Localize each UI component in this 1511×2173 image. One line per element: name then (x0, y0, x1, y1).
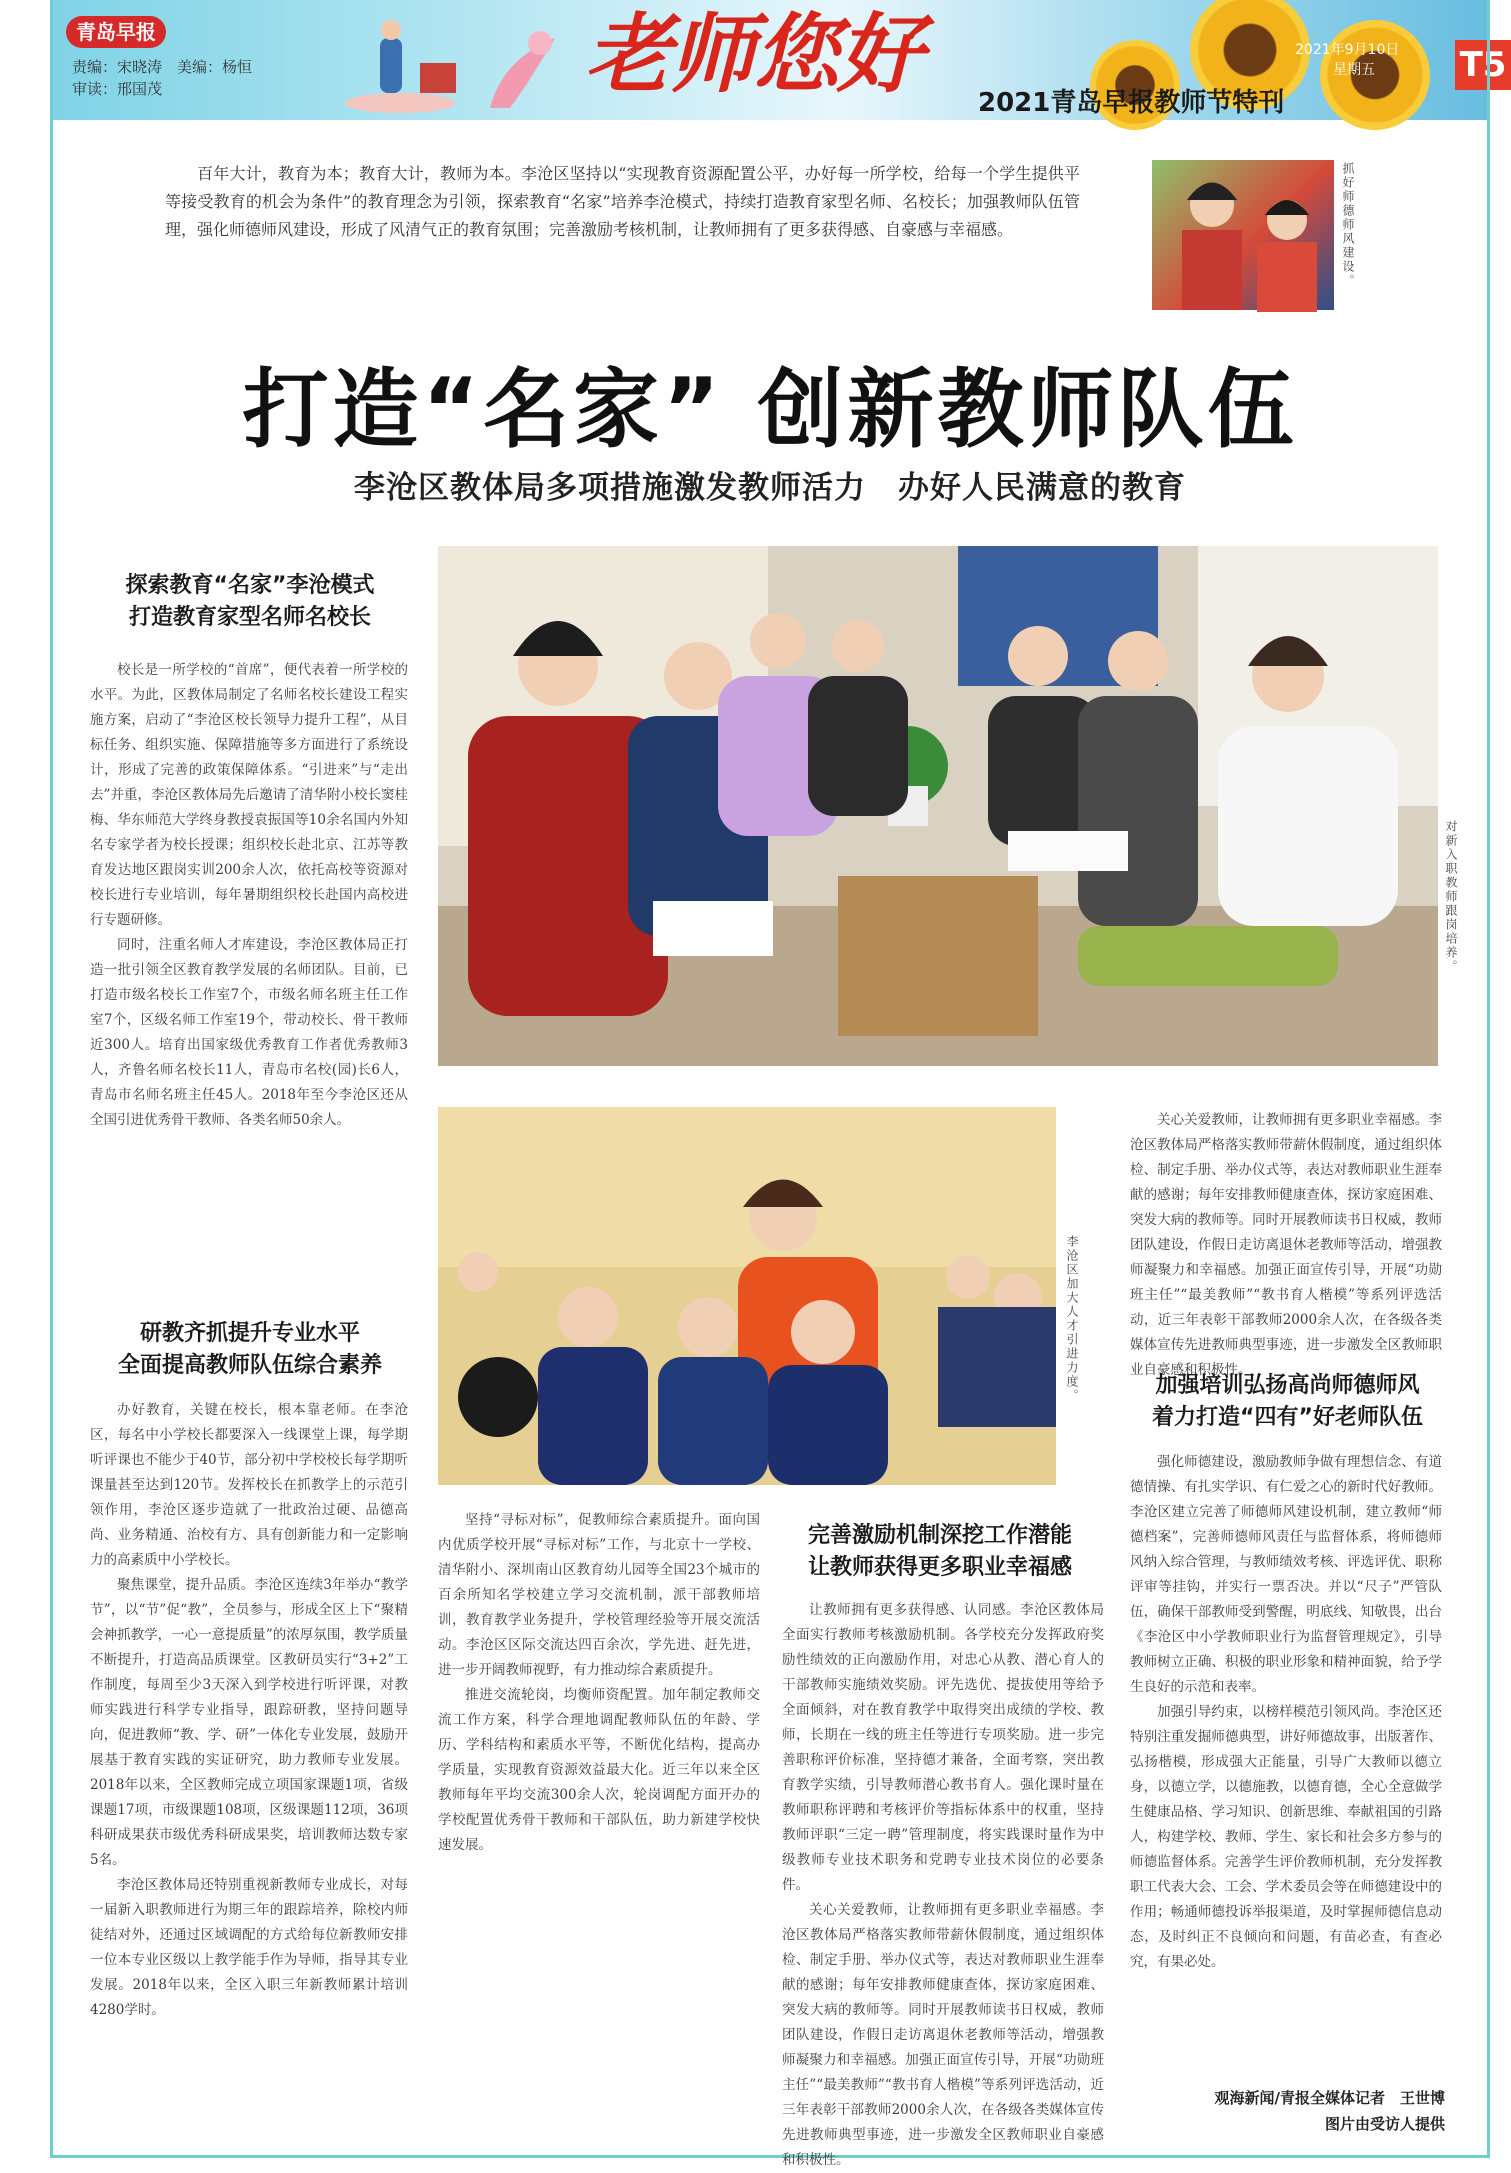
section-title-line: 研教齐抓提升专业水平 (139, 1321, 360, 1346)
section-title-4 (1120, 1370, 1455, 1434)
intro-paragraph: 百年大计，教育为本；教育大计，教师为本。李沧区坚持以“实现教育资源配置公平，办好每一所学校，给每一个学生提供平等接受教育的机会为条件”的教育理念为引领，探索教育“名家”培养李沧模式，持续打造教育家型名师、名校长；加强教师队伍管理，强化师德师风建设，形成了风清气正的教育氛围；完善激励考核机制，让教师拥有了更多获得感、自豪感与幸福感。 (165, 164, 1080, 239)
section-3-continued (1130, 1108, 1442, 1378)
section-title-line: 探索教育“名家”李沧模式 (125, 573, 375, 598)
section-1-body (90, 658, 408, 1133)
photo-teacher-meeting (438, 546, 1438, 1066)
paragraph: 聚焦课堂，提升品质。李沧区连续3年举办“教学节”，以“节”促“教”，全员参与，形成全区上下“聚精会神抓教学，一心一意提质量”的浓厚氛围，教学质量不断提升，打造高品质课堂。区教研员实行“3+2”工作制度，每周至少3天深入到学校进行听评课，对教师实践进行科学专业指导，跟踪研教，坚持问题导向，促进教师“教、学、研”一体化专业发展，鼓励开展基于教育实践的实证研究，助力教师专业发展。2018年以来，全区教师完成立项国家课题1项，省级课题17项，市级课题108项，区级课题112项，36项科研成果获市级优秀科研成果奖，培训教师达数专家5名。 (90, 1577, 408, 1868)
paragraph: 李沧区教体局还特别重视新教师专业成长，对每一届新入职教师进行为期三年的跟踪培养，除校内师徒结对外，还通过区域调配的方式给每位新教师安排一位本专业区级以上教学能手作为导师，指导其专业发展。2018年以来，全区入职三年新教师累计培训4280学时。 (90, 1877, 408, 2018)
section-title-line: 打造教育家型名师名校长 (128, 605, 371, 630)
section-2-body-col1 (90, 1398, 408, 2128)
proof-line: 审读：邢国茂 (72, 80, 163, 98)
festival-title: 老师您好 (585, 4, 921, 105)
page-number: T5 (1455, 40, 1511, 90)
photo-caption-2: 李沧区加大人才引进力度。 (1065, 1235, 1079, 1403)
subheadline: 李沧区教体局多项措施激发教师活力 办好人民满意的教育 (354, 470, 1186, 506)
section-title-line: 着力打造“四有”好老师队伍 (1152, 1405, 1423, 1430)
weekday: 星期五 (1333, 62, 1375, 78)
paragraph: 校长是一所学校的“首席”，便代表着一所学校的水平。为此，区教体局制定了名师名校长建设工程实施方案，启动了“李沧区校长领导力提升工程”，从目标任务、组织实施、保障措施等多方面进行了系统设计，形成了完善的政策保障体系。“引进来”与“走出去”并重，李沧区教体局先后邀请了清华附小校长窦桂梅、华东师范大学终身教授袁振国等10余名国内外知名专家学者为校长授课；组织校长赴北京、江苏等教育发达地区跟岗实训200余人次，依托高校等资源对校长进行专业培训，每年暑期组织校长赴国内高校进行专题研修。 (90, 662, 408, 928)
photo-classroom (438, 1107, 1056, 1485)
date: 2021年9月10日 (1295, 42, 1400, 58)
section-3-body (782, 1598, 1104, 2168)
paragraph: 推进交流轮岗，均衡师资配置。加年制定教师交流工作方案，科学合理地调配教师队伍的年龄、学历、学科结构和素质水平等，不断优化结构，提高办学质量，实现教育资源效益最大化。近三年以来全区教师每年平均交流300余人次，轮岗调配方面开办的学校配置优秀骨干教师和干部队伍，助力新建学校快速发展。 (438, 1687, 760, 1853)
paragraph: 关心关爱教师，让教师拥有更多职业幸福感。李沧区教体局严格落实教师带薪休假制度，通过组织体检、制定手册、举办仪式等，表达对教师职业生涯奉献的感谢；每年安排教师健康查体，探访家庭困难、突发大病的教师等。同时开展教师读书日权威，教师团队建设，作假日走访离退休老教师等活动，增强教师凝聚力和幸福感。加强正面宣传引导，开展“功勋班主任”“最美教师”“教书育人楷模”等系列评选活动，近三年表彰干部教师2000余人次，在各级各类媒体宣传先进教师典型事迹，进一步激发全区教师职业自豪感和积极性。 (1130, 1112, 1442, 1378)
paragraph: 让教师拥有更多获得感、认同感。李沧区教体局全面实行教师考核激励机制。各学校充分发挥政府奖励性绩效的正向激励作用，对忠心从教、潜心育人的干部教师实施绩效奖励。评先选优、提拔使用等给予全面倾斜，对在教育教学中取得突出成绩的学校、教师，长期在一线的班主任等进行专项奖励。进一步完善职称评价标准，坚持德才兼备，全面考察，突出教育教学实绩，引导教师潜心教书育人。强化课时量在教师职称评聘和考核评价等指标体系中的权重，坚持教师评职“三定一聘”管理制度，将实践课时量作为中级教师专业技术职务和党聘专业技术岗位的必要条件。 (782, 1602, 1104, 1893)
section-title-line: 让教师获得更多职业幸福感 (807, 1555, 1072, 1580)
photo-student-teacher (1152, 160, 1334, 310)
section-title-1 (90, 570, 410, 634)
paragraph: 办好教育，关键在校长，根本靠老师。在李沧区，每名中小学校长都要深入一线课堂上课，每学期听评课也不能少于40节，部分初中学校校长每学期听课量甚至达到120节。发挥校长在抓教学上的示范引领作用，李沧区逐步造就了一批政治过硬、品德高尚、业务精通、治校有方、具有创新能力和一定影响力的高素质中小学校长。 (90, 1402, 408, 1568)
paragraph: 强化师德建设，激励教师争做有理想信念、有道德情操、有扎实学识、有仁爱之心的新时代好教师。李沧区建立完善了师德师风建设机制，建立教师“师德档案”，完善师德师风责任与监督体系，将师德师风纳入综合管理，与教师绩效考核、评选评优、职称评审等挂钩，并实行一票否决。并以“尺子”严管队伍，确保干部教师受到警醒，明底线、知敬畏，出台《李沧区中小学教师职业行为监督管理规定》，引导教师树立正确、积极的职业形象和精神面貌，给予学生良好的示范和表率。 (1130, 1454, 1442, 1695)
section-title-line: 加强培训弘扬高尚师德师风 (1155, 1373, 1420, 1398)
section-2-body-col2 (438, 1508, 760, 2128)
section-title-line: 完善激励机制深挖工作潜能 (807, 1523, 1072, 1548)
special-issue-title: 2021青岛早报教师节特刊 (978, 88, 1285, 118)
section-title-2 (85, 1318, 415, 1382)
reporter-credit: 观海新闻/青报全媒体记者 王世博 (1214, 2089, 1445, 2107)
section-title-line: 全面提高教师队伍综合素养 (117, 1353, 382, 1378)
editor-line: 责编：宋晓涛 美编：杨恒 (72, 58, 253, 76)
paragraph: 关心关爱教师，让教师拥有更多职业幸福感。李沧区教体局严格落实教师带薪休假制度，通过组织体检、制定手册、举办仪式等，表达对教师职业生涯奉献的感谢；每年安排教师健康查体，探访家庭困难、突发大病的教师等。同时开展教师读书日权威，教师团队建设，作假日走访离退休老教师等活动，增强教师凝聚力和幸福感。加强正面宣传引导，开展“功勋班主任”“最美教师”“教书育人楷模”等系列评选活动，近三年表彰干部教师2000余人次，在各级各类媒体宣传先进教师典型事迹，进一步激发全区教师职业自豪感和积极性。 (782, 1902, 1104, 2168)
photo-caption-small: 抓好师德师风建设。 (1341, 162, 1355, 288)
newspaper-logo: 青岛早报 (66, 16, 166, 48)
paragraph: 坚持“寻标对标”，促教师综合素质提升。面向国内优质学校开展“寻标对标”工作，与北京十一学校、清华附小、深圳南山区教育幼儿园等全国23个城市的百余所知名学校建立学习交流机制，派干部教师培训，教育教学业务提升，学校管理经验等开展交流活动。李沧区区际交流达四百余次，学先进、赶先进，进一步开阔教师视野，有力推动综合素质提升。 (438, 1512, 760, 1678)
section-title-3 (775, 1520, 1105, 1584)
photo-caption-1: 对新入职教师跟岗培养。 (1444, 820, 1458, 974)
photo-credit: 图片由受访人提供 (1324, 2115, 1445, 2133)
byline (1130, 2085, 1445, 2137)
headline: 打造“名家” 创新教师队伍 (242, 360, 1298, 460)
paragraph: 加强引导约束，以榜样模范引领风尚。李沧区还特别注重发掘师德典型，讲好师德故事，出版著作、弘扬楷模，形成强大正能量，引导广大教师以德立身，以德立学，以德施教，以德育德，全心全意做学生健康品格、学习知识、创新思维、奉献祖国的引路人，构建学校、教师、学生、家长和社会多方参与的师德监督体系。完善学生评价教师机制，充分发挥教职工代表大会、工会、学术委员会等在师德建设中的作用；畅通师德投诉举报渠道，及时掌握师德信息动态，及时纠正不良倾向和问题，有苗必查，有查必究，有果必处。 (1130, 1704, 1442, 1970)
section-4-body (1130, 1450, 1442, 2075)
paragraph: 同时，注重名师人才库建设，李沧区教体局正打造一批引领全区教育教学发展的名师团队。目前，已打造市级名校长工作室7个，市级名师名班主任工作室7个，区级名师工作室19个，带动校长、骨干教师近300人。培育出国家级优秀教育工作者优秀教师3人，齐鲁名师名校长11人，青岛市名校(园)长6人，青岛市名师名班主任45人。2018年至今李沧区还从全国引进优秀骨干教师、各类名师50余人。 (90, 937, 408, 1128)
